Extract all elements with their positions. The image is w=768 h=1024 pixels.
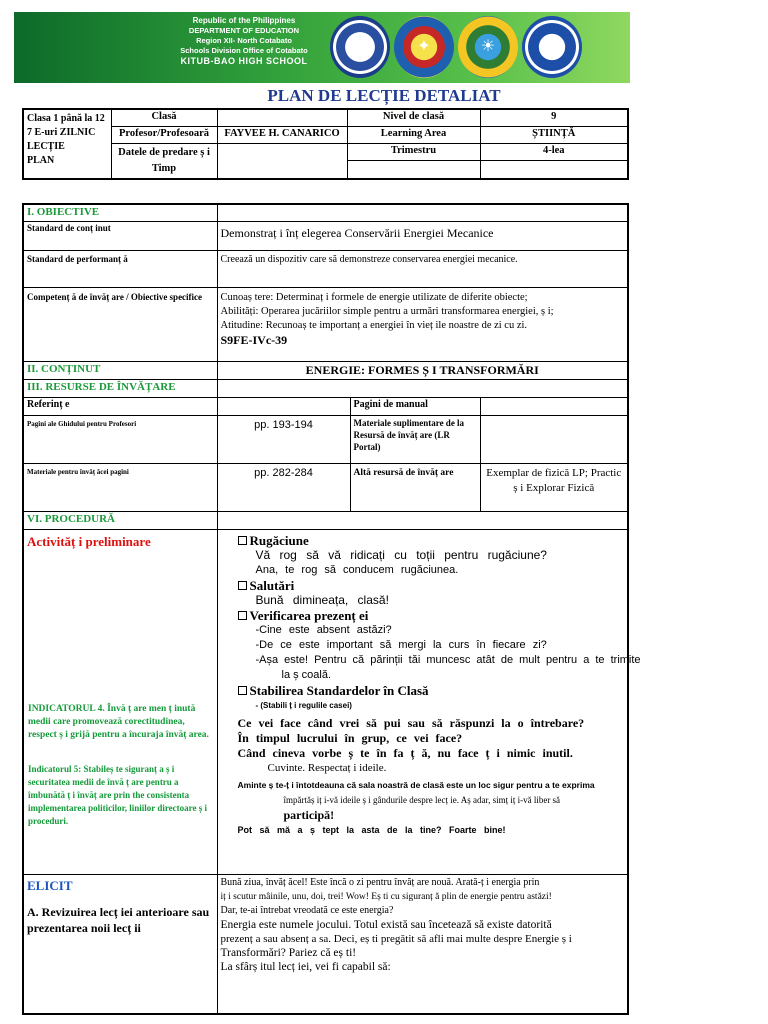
nivel-value[interactable]: 9: [480, 109, 628, 126]
attendance-line: -Cine este absent astăzi?: [255, 623, 392, 636]
elicit-line: Bună ziua, învăț ăcel! Este încă o zi pentru învăț are nouă. Arată-ț i energia prin: [220, 876, 540, 888]
content-standard-label: Standard de conț inut: [23, 221, 217, 250]
resources-heading: III. RESURSE DE ÎNVĂȚARE: [23, 379, 217, 397]
competency-label: Competenț ă de învăț are / Obiective specifice: [23, 287, 217, 361]
prayer-heading-text: Rugăciune: [249, 532, 309, 548]
plan-label-line: Clasa 1 până la 12: [27, 113, 105, 124]
rule-question: Când cineva vorbe ș te în fa ț ă, nu face ț i nimic inutil.: [237, 745, 573, 760]
elicit-line: La sfârș itul lecț iei, vei fi capabil să:: [220, 960, 391, 973]
nivel-label: Nivel de clasă: [347, 109, 480, 126]
elicit-content: [217, 874, 628, 1014]
checkbox-icon: [238, 581, 247, 590]
other-resource-value[interactable]: Exemplar de fizică LP; Practic ș i Explorar Fizică: [480, 463, 628, 511]
elicit-cell: [23, 874, 217, 1014]
prayer-line: Ana, te rog să conducem rugăciunea.: [255, 563, 459, 576]
attendance-heading: [238, 608, 625, 623]
preliminary-activities: [217, 529, 641, 874]
attendance-line: -Așa este! Pentru că părinții tăi muncesc atât de mult pentru a te trimite: [255, 653, 641, 666]
date-label: Datele de predare ș i Timp: [111, 143, 217, 179]
trimestru-value[interactable]: 4-lea: [480, 143, 628, 161]
elicit-line: Dar, te-ai întrebat vreodată ce este energia?: [220, 904, 394, 916]
plan-label-line: PLAN: [27, 155, 55, 166]
procedure-heading: VI. PROCEDURĂ: [23, 511, 217, 529]
rule-question: Ce vei face când vrei să pui sau să răspunzi la o întrebare?: [237, 715, 585, 730]
performance-standard-value[interactable]: Creează un dispozitiv care să demonstreze conservarea energiei mecanice.: [217, 250, 628, 287]
header-table: [22, 108, 629, 180]
competency-line: Cunoaș tere: Determinaț i formele de energie utilizate de diferite obiecte;: [220, 291, 528, 303]
teacher-guide-value[interactable]: pp. 193-194: [217, 415, 350, 463]
objectives-heading: I. OBIECTIVE: [23, 204, 217, 221]
banner-line-5: KITUB-BAO HIGH SCHOOL: [180, 56, 308, 66]
participate-line: participă!: [283, 807, 335, 822]
school-banner: [14, 12, 630, 83]
attendance-line: -De ce este important să mergi la curs în fiecare zi?: [255, 638, 547, 651]
banner-line-1: Republic of the Philippines: [192, 16, 296, 25]
banner-line-2: DEPARTMENT OF EDUCATION: [188, 26, 300, 35]
date-value[interactable]: [217, 143, 347, 179]
profesor-label: Profesor/Profesoară: [111, 126, 217, 143]
region-seal-icon: ☀: [458, 16, 518, 78]
indicator-5: Indicatorul 5: Stabileș te siguranț a ș i securitatea medii de învă ț are pentru a îmbunătă ț i învăț are prin the consistenta implementarea politicilor, liniilor directoare ș i proceduri.: [28, 763, 207, 826]
preliminary-cell: [23, 529, 217, 874]
manual-pages-label: Pagini de manual: [350, 397, 480, 415]
greeting-heading-text: Salutări: [249, 577, 295, 593]
elicit-line: prezenț a sau absenț a sa. Deci, eș ti pregătit să afli mai multe despre Energie ș i: [220, 932, 572, 945]
standards-heading-text: Stabilirea Standardelor în Clasă: [249, 682, 429, 698]
teacher-guide-label: Pagini ale Ghidului pentru Profesori: [23, 415, 217, 463]
other-resource-label: Altă resursă de învăț are: [350, 463, 480, 511]
banner-line-4: Schools Division Office of Cotabato: [180, 46, 308, 55]
content-heading: II. CONȚINUT: [23, 361, 217, 379]
competency-code: S9FE-IVc-39: [220, 332, 288, 347]
greeting-heading: [238, 578, 625, 593]
prayer-heading: [238, 533, 625, 548]
safe-space-note: Aminte ș te-ț i întotdeauna că sala noastră de clasă este un loc sigur pentru a te exprima: [237, 779, 595, 790]
competency-value[interactable]: [217, 287, 628, 361]
plan-label-line: 7 E-uri ZILNIC: [27, 127, 96, 138]
content-value[interactable]: ENERGIE: FORMES Ș I TRANSFORMĂRI: [217, 361, 628, 379]
empty-cell: [217, 379, 628, 397]
prayer-line: Vă rog să vă ridicați cu toții pentru rugăciune?: [255, 547, 547, 562]
banner-text: [144, 16, 344, 66]
clasa-label: Clasă: [111, 109, 217, 126]
checkbox-icon: [238, 686, 247, 695]
rule-question: În timpul lucrului în grup, ce vei face?: [237, 730, 463, 745]
plan-label: [23, 109, 111, 179]
profesor-value[interactable]: FAYVEE H. CANARICO: [217, 126, 347, 143]
document-title: PLAN DE LECȚIE DETALIAT: [267, 86, 501, 105]
performance-standard-label: Standard de performanț ă: [23, 250, 217, 287]
standards-heading: [238, 683, 625, 698]
attendance-line: la ș coală.: [281, 668, 332, 681]
empty-cell: [347, 161, 480, 179]
empty-cell: [480, 161, 628, 179]
standards-sub: - (Stabili ț i regulile casei): [255, 700, 352, 710]
main-table: [22, 203, 641, 1015]
student-materials-label: Materiale pentru învăț ăcei pagini: [23, 463, 217, 511]
checkbox-icon: [238, 536, 247, 545]
area-value[interactable]: ȘTIINȚĂ: [480, 126, 628, 143]
checkbox-icon: [238, 611, 247, 620]
deped-seal-icon: ✪: [522, 16, 582, 78]
expectation-line: Pot să mă a ș tept la asta de la tine? Foarte bine!: [237, 824, 506, 835]
empty-cell: [217, 511, 628, 529]
safe-space-note: împărtăș iț i-vă ideile ș i gândurile despre lecț ie. Aș adar, simț iț i-vă liber să: [283, 794, 561, 805]
indicator-4: INDICATORUL 4. Învă ț are men ț inută medii care promovează corectitudinea, respect ș i grijă pentru a încuraja învăț area.: [28, 703, 209, 740]
attendance-heading-text: Verificarea prezenț ei: [249, 607, 369, 623]
references-label: Referinț e: [23, 397, 217, 415]
elicit-line: iț i scutur mâinile, unu, doi, trei! Wow! Eș ti cu siguranț ă plin de energie pentru astăzi!: [220, 891, 552, 902]
banner-line-3: Region XII- North Cotabato: [196, 36, 292, 45]
lr-portal-value[interactable]: [480, 415, 628, 463]
lr-portal-label: Materiale suplimentare de la Resursă de învăț are (LR Portal): [350, 415, 480, 463]
student-materials-value[interactable]: pp. 282-284: [217, 463, 350, 511]
kitub-bao-seal-icon: ★: [330, 16, 390, 78]
elicit-label: ELICIT: [27, 877, 73, 893]
competency-line: Atitudine: Recunoaș te importanț a energiei în vieț ile noastre de zi cu zi.: [220, 319, 528, 331]
competency-line: Abilități: Operarea jucăriilor simple pentru a urmări transformarea energiei, ș i;: [220, 305, 554, 317]
preliminary-label: Activităț i preliminare: [27, 533, 151, 549]
division-seal-icon: ✦: [394, 16, 454, 78]
empty-cell: [480, 397, 628, 415]
content-standard-value[interactable]: Demonstraț i înț elegerea Conservării Energiei Mecanice: [217, 221, 628, 250]
trimestru-label: Trimestru: [347, 143, 480, 161]
respect-line: Cuvinte. Respectaț i ideile.: [267, 761, 387, 774]
plan-label-line: LECȚIE: [27, 141, 65, 152]
elicit-line: Transformări? Pariez că eș ti!: [220, 946, 357, 959]
elicit-line: Energia este numele jocului. Totul există sau încetează să existe datorită: [220, 918, 552, 931]
greeting-line: Bună dimineața, clasă!: [255, 592, 389, 607]
clasa-value[interactable]: [217, 109, 347, 126]
area-label: Learning Area: [347, 126, 480, 143]
empty-cell: [217, 397, 350, 415]
empty-cell: [217, 204, 628, 221]
review-label: A. Revizuirea lecț iei anterioare sau prezentarea noii lecț ii: [27, 904, 210, 935]
